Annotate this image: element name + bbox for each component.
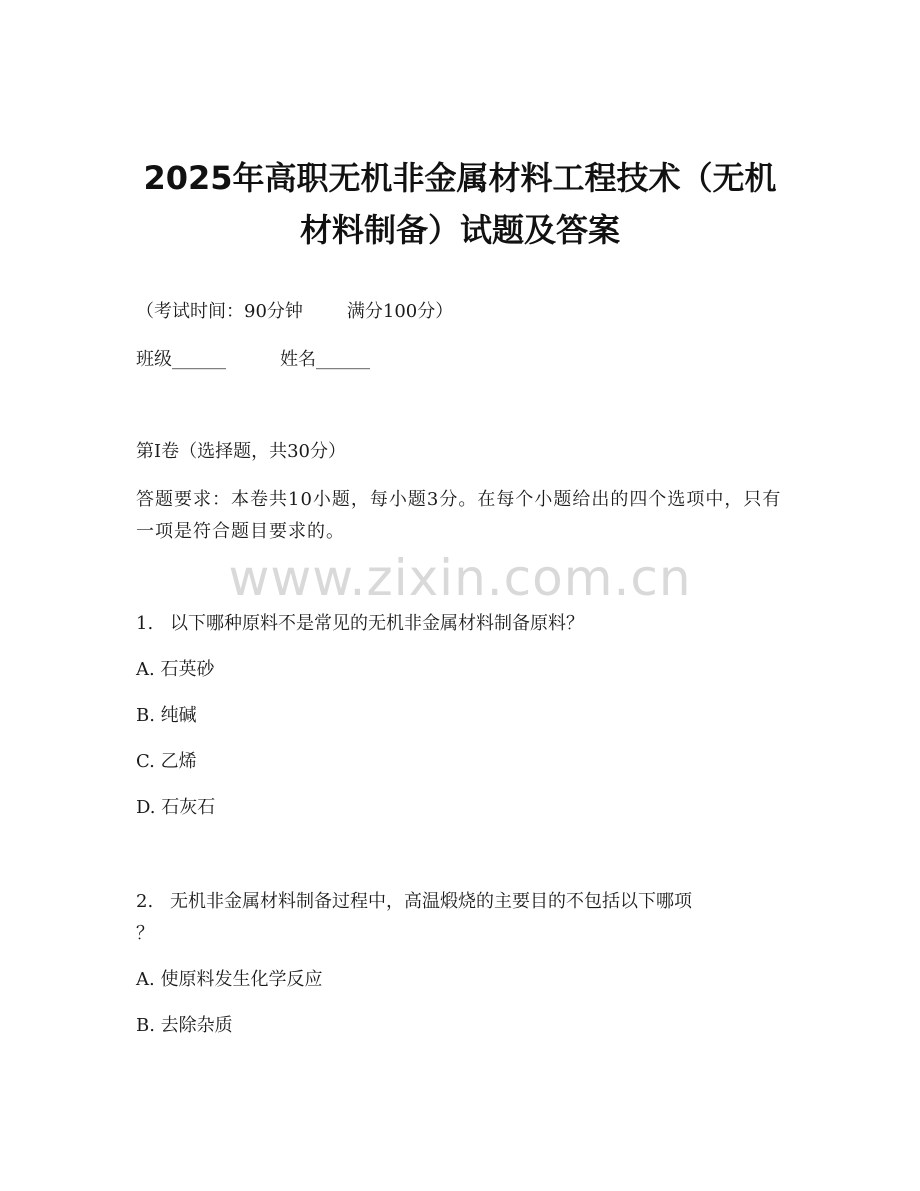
question-2-option-a: A. 使原料发生化学反应 xyxy=(136,969,323,990)
question-text: 无机非金属材料制备过程中，高温煅烧的主要目的不包括以下哪项 xyxy=(170,891,692,912)
question-1-option-c: C. 乙烯 xyxy=(136,751,197,772)
section-heading: 第I卷（选择题，共30分） xyxy=(136,441,347,462)
watermark: www.zixin.com.cn xyxy=(228,549,692,607)
question-1 xyxy=(136,610,786,638)
full-score: 满分100分） xyxy=(346,301,454,322)
question-2 xyxy=(136,888,786,916)
name-field: 姓名______ xyxy=(280,349,370,370)
question-1-option-d: D. 石灰石 xyxy=(136,797,216,818)
exam-time: （考试时间：90分钟 xyxy=(136,301,303,322)
exam-info xyxy=(136,298,786,326)
question-text: 以下哪种原料不是常见的无机非金属材料制备原料？ xyxy=(170,613,584,634)
document-title xyxy=(120,152,800,256)
title-line-1: 2025年高职无机非金属材料工程技术（无机 xyxy=(143,159,777,197)
class-field: 班级______ xyxy=(136,349,226,370)
question-2-continuation: ？ xyxy=(136,923,154,944)
instructions: 答题要求：本卷共10小题，每小题3分。在每个小题给出的四个选项中，只有一项是符合题目要求的。 xyxy=(136,489,782,542)
question-1-option-a: A. 石英砂 xyxy=(136,659,215,680)
student-info xyxy=(136,346,786,374)
title-line-2: 材料制备）试题及答案 xyxy=(299,211,620,249)
question-2-option-b: B. 去除杂质 xyxy=(136,1015,233,1036)
question-number: 2. xyxy=(136,891,154,912)
question-number: 1. xyxy=(136,613,154,634)
question-1-option-b: B. 纯碱 xyxy=(136,705,197,726)
